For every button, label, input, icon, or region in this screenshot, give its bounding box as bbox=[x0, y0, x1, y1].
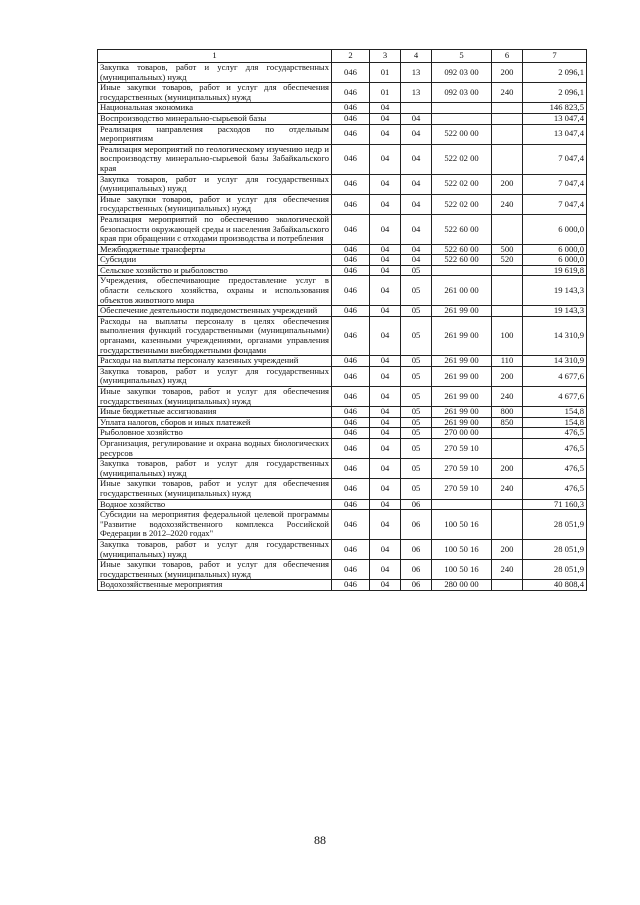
table-row bbox=[98, 539, 587, 559]
section-code-cell: 04 bbox=[370, 539, 401, 559]
section-code-cell: 04 bbox=[370, 144, 401, 174]
page-number: 88 bbox=[314, 833, 326, 847]
item-name-cell: Закупка товаров, работ и услуг для государственных (муниципальных) нужд bbox=[98, 366, 332, 386]
expense-type-cell bbox=[492, 510, 523, 540]
target-article-cell: 270 59 10 bbox=[432, 438, 492, 458]
amount-cell: 154,8 bbox=[523, 407, 587, 418]
subsection-code-cell: 05 bbox=[401, 438, 432, 458]
ministry-code-cell: 046 bbox=[332, 499, 370, 510]
item-name-cell: Национальная экономика bbox=[98, 103, 332, 114]
expense-type-cell: 240 bbox=[492, 194, 523, 214]
amount-cell: 14 310,9 bbox=[523, 316, 587, 355]
expense-type-cell: 200 bbox=[492, 459, 523, 479]
expense-type-cell bbox=[492, 214, 523, 244]
target-article-cell: 522 02 00 bbox=[432, 144, 492, 174]
target-article-cell: 261 99 00 bbox=[432, 366, 492, 386]
ministry-code-cell: 046 bbox=[332, 174, 370, 194]
section-code-cell: 04 bbox=[370, 174, 401, 194]
ministry-code-cell: 046 bbox=[332, 417, 370, 428]
item-name-cell: Организация, регулирование и охрана водных биологических ресурсов bbox=[98, 438, 332, 458]
ministry-code-cell: 046 bbox=[332, 459, 370, 479]
target-article-cell: 261 99 00 bbox=[432, 306, 492, 317]
ministry-code-cell: 046 bbox=[332, 144, 370, 174]
expense-type-cell: 110 bbox=[492, 356, 523, 367]
section-code-cell: 04 bbox=[370, 356, 401, 367]
table-row bbox=[98, 316, 587, 355]
table-row bbox=[98, 560, 587, 580]
subsection-code-cell: 05 bbox=[401, 366, 432, 386]
table-row bbox=[98, 306, 587, 317]
amount-cell: 19 143,3 bbox=[523, 306, 587, 317]
item-name-cell: Иные закупки товаров, работ и услуг для обеспечения государственных (муниципальных) нужд bbox=[98, 560, 332, 580]
section-code-cell: 04 bbox=[370, 438, 401, 458]
target-article-cell: 270 00 00 bbox=[432, 428, 492, 439]
section-code-cell: 04 bbox=[370, 103, 401, 114]
subsection-code-cell: 04 bbox=[401, 124, 432, 144]
item-name-cell: Иные бюджетные ассигнования bbox=[98, 407, 332, 418]
header-col-2: 2 bbox=[332, 50, 370, 63]
item-name-cell: Реализация направления расходов по отдельным мероприятиям bbox=[98, 124, 332, 144]
table-row bbox=[98, 366, 587, 386]
table-row bbox=[98, 194, 587, 214]
table-row bbox=[98, 459, 587, 479]
expense-type-cell bbox=[492, 306, 523, 317]
table-row bbox=[98, 438, 587, 458]
amount-cell: 7 047,4 bbox=[523, 144, 587, 174]
amount-cell: 28 051,9 bbox=[523, 560, 587, 580]
expense-type-cell: 500 bbox=[492, 244, 523, 255]
expense-type-cell: 200 bbox=[492, 174, 523, 194]
expense-type-cell bbox=[492, 265, 523, 276]
table-row bbox=[98, 255, 587, 266]
target-article-cell: 522 60 00 bbox=[432, 214, 492, 244]
table-row bbox=[98, 276, 587, 306]
target-article-cell: 270 59 10 bbox=[432, 459, 492, 479]
target-article-cell: 100 50 16 bbox=[432, 539, 492, 559]
amount-cell: 14 310,9 bbox=[523, 356, 587, 367]
table-row bbox=[98, 407, 587, 418]
target-article-cell bbox=[432, 113, 492, 124]
amount-cell: 2 096,1 bbox=[523, 83, 587, 103]
table-row bbox=[98, 103, 587, 114]
ministry-code-cell: 046 bbox=[332, 244, 370, 255]
item-name-cell: Расходы на выплаты персоналу казенных учреждений bbox=[98, 356, 332, 367]
subsection-code-cell: 06 bbox=[401, 499, 432, 510]
table-row bbox=[98, 580, 587, 591]
target-article-cell: 100 50 16 bbox=[432, 560, 492, 580]
target-article-cell bbox=[432, 103, 492, 114]
expense-type-cell bbox=[492, 276, 523, 306]
header-col-1: 1 bbox=[98, 50, 332, 63]
subsection-code-cell: 05 bbox=[401, 316, 432, 355]
item-name-cell: Реализация мероприятий по обеспечению экологической безопасности окружающей среды и населения Забайкальского края при обращении с отходами производства и потребления bbox=[98, 214, 332, 244]
expense-type-cell bbox=[492, 124, 523, 144]
amount-cell: 154,8 bbox=[523, 417, 587, 428]
subsection-code-cell: 04 bbox=[401, 244, 432, 255]
subsection-code-cell: 04 bbox=[401, 144, 432, 174]
item-name-cell: Иные закупки товаров, работ и услуг для обеспечения государственных (муниципальных) нужд bbox=[98, 194, 332, 214]
target-article-cell: 522 00 00 bbox=[432, 124, 492, 144]
item-name-cell: Рыболовное хозяйство bbox=[98, 428, 332, 439]
target-article-cell: 261 99 00 bbox=[432, 387, 492, 407]
item-name-cell: Воспроизводство минерально-сырьевой базы bbox=[98, 113, 332, 124]
subsection-code-cell: 05 bbox=[401, 356, 432, 367]
target-article-cell: 092 03 00 bbox=[432, 63, 492, 83]
item-name-cell: Обеспечение деятельности подведомственных учреждений bbox=[98, 306, 332, 317]
ministry-code-cell: 046 bbox=[332, 366, 370, 386]
ministry-code-cell: 046 bbox=[332, 276, 370, 306]
item-name-cell: Реализация мероприятий по геологическому изучению недр и воспроизводству минерально-сырьевой базы Забайкальского края bbox=[98, 144, 332, 174]
table-row bbox=[98, 63, 587, 83]
item-name-cell: Уплата налогов, сборов и иных платежей bbox=[98, 417, 332, 428]
section-code-cell: 04 bbox=[370, 265, 401, 276]
target-article-cell: 280 00 00 bbox=[432, 580, 492, 591]
amount-cell: 13 047,4 bbox=[523, 113, 587, 124]
ministry-code-cell: 046 bbox=[332, 113, 370, 124]
header-col-5: 5 bbox=[432, 50, 492, 63]
ministry-code-cell: 046 bbox=[332, 124, 370, 144]
target-article-cell: 522 60 00 bbox=[432, 255, 492, 266]
subsection-code-cell: 04 bbox=[401, 255, 432, 266]
expense-type-cell: 850 bbox=[492, 417, 523, 428]
subsection-code-cell: 05 bbox=[401, 276, 432, 306]
header-col-7: 7 bbox=[523, 50, 587, 63]
item-name-cell: Закупка товаров, работ и услуг для государственных (муниципальных) нужд bbox=[98, 63, 332, 83]
subsection-code-cell: 04 bbox=[401, 214, 432, 244]
ministry-code-cell: 046 bbox=[332, 428, 370, 439]
ministry-code-cell: 046 bbox=[332, 255, 370, 266]
amount-cell: 4 677,6 bbox=[523, 366, 587, 386]
ministry-code-cell: 046 bbox=[332, 510, 370, 540]
expense-type-cell: 240 bbox=[492, 560, 523, 580]
ministry-code-cell: 046 bbox=[332, 103, 370, 114]
target-article-cell bbox=[432, 499, 492, 510]
ministry-code-cell: 046 bbox=[332, 356, 370, 367]
subsection-code-cell: 04 bbox=[401, 194, 432, 214]
section-code-cell: 04 bbox=[370, 387, 401, 407]
ministry-code-cell: 046 bbox=[332, 214, 370, 244]
section-code-cell: 04 bbox=[370, 479, 401, 499]
table-row bbox=[98, 417, 587, 428]
ministry-code-cell: 046 bbox=[332, 63, 370, 83]
subsection-code-cell: 05 bbox=[401, 407, 432, 418]
section-code-cell: 04 bbox=[370, 316, 401, 355]
amount-cell: 4 677,6 bbox=[523, 387, 587, 407]
ministry-code-cell: 046 bbox=[332, 560, 370, 580]
table-row bbox=[98, 244, 587, 255]
ministry-code-cell: 046 bbox=[332, 316, 370, 355]
expense-type-cell bbox=[492, 499, 523, 510]
amount-cell: 28 051,9 bbox=[523, 510, 587, 540]
target-article-cell bbox=[432, 265, 492, 276]
subsection-code-cell: 05 bbox=[401, 387, 432, 407]
item-name-cell: Учреждения, обеспечивающие предоставление услуг в области сельского хозяйства, охраны и использования объектов животного мира bbox=[98, 276, 332, 306]
target-article-cell: 522 02 00 bbox=[432, 174, 492, 194]
item-name-cell: Водное хозяйство bbox=[98, 499, 332, 510]
amount-cell: 476,5 bbox=[523, 428, 587, 439]
amount-cell: 476,5 bbox=[523, 459, 587, 479]
expense-type-cell bbox=[492, 144, 523, 174]
subsection-code-cell: 06 bbox=[401, 560, 432, 580]
table-row bbox=[98, 265, 587, 276]
expense-type-cell: 800 bbox=[492, 407, 523, 418]
expense-type-cell: 520 bbox=[492, 255, 523, 266]
subsection-code-cell: 13 bbox=[401, 63, 432, 83]
table-row bbox=[98, 387, 587, 407]
subsection-code-cell bbox=[401, 103, 432, 114]
ministry-code-cell: 046 bbox=[332, 194, 370, 214]
amount-cell: 6 000,0 bbox=[523, 214, 587, 244]
expense-type-cell bbox=[492, 103, 523, 114]
expense-type-cell bbox=[492, 428, 523, 439]
section-code-cell: 01 bbox=[370, 83, 401, 103]
target-article-cell: 100 50 16 bbox=[432, 510, 492, 540]
target-article-cell: 092 03 00 bbox=[432, 83, 492, 103]
section-code-cell: 04 bbox=[370, 366, 401, 386]
header-col-3: 3 bbox=[370, 50, 401, 63]
section-code-cell: 04 bbox=[370, 580, 401, 591]
item-name-cell: Иные закупки товаров, работ и услуг для обеспечения государственных (муниципальных) нужд bbox=[98, 387, 332, 407]
expense-type-cell bbox=[492, 580, 523, 591]
subsection-code-cell: 05 bbox=[401, 428, 432, 439]
item-name-cell: Сельское хозяйство и рыболовство bbox=[98, 265, 332, 276]
target-article-cell: 261 99 00 bbox=[432, 407, 492, 418]
expense-type-cell: 240 bbox=[492, 83, 523, 103]
section-code-cell: 01 bbox=[370, 63, 401, 83]
section-code-cell: 04 bbox=[370, 194, 401, 214]
target-article-cell: 261 99 00 bbox=[432, 316, 492, 355]
expense-type-cell: 200 bbox=[492, 63, 523, 83]
table-row bbox=[98, 428, 587, 439]
ministry-code-cell: 046 bbox=[332, 407, 370, 418]
amount-cell: 6 000,0 bbox=[523, 255, 587, 266]
item-name-cell: Водохозяйственные мероприятия bbox=[98, 580, 332, 591]
target-article-cell: 270 59 10 bbox=[432, 479, 492, 499]
section-code-cell: 04 bbox=[370, 113, 401, 124]
amount-cell: 13 047,4 bbox=[523, 124, 587, 144]
table-row bbox=[98, 124, 587, 144]
ministry-code-cell: 046 bbox=[332, 265, 370, 276]
amount-cell: 7 047,4 bbox=[523, 194, 587, 214]
table-row bbox=[98, 113, 587, 124]
table-header-row bbox=[98, 50, 587, 63]
ministry-code-cell: 046 bbox=[332, 306, 370, 317]
subsection-code-cell: 05 bbox=[401, 417, 432, 428]
section-code-cell: 04 bbox=[370, 428, 401, 439]
ministry-code-cell: 046 bbox=[332, 580, 370, 591]
section-code-cell: 04 bbox=[370, 560, 401, 580]
subsection-code-cell: 05 bbox=[401, 459, 432, 479]
section-code-cell: 04 bbox=[370, 255, 401, 266]
amount-cell: 19 619,8 bbox=[523, 265, 587, 276]
ministry-code-cell: 046 bbox=[332, 387, 370, 407]
header-col-6: 6 bbox=[492, 50, 523, 63]
amount-cell: 476,5 bbox=[523, 438, 587, 458]
table-body bbox=[98, 50, 587, 591]
section-code-cell: 04 bbox=[370, 510, 401, 540]
table-row bbox=[98, 356, 587, 367]
item-name-cell: Расходы на выплаты персоналу в целях обеспечения выполнения функций государственными (муниципальными) органами, казенными учреждениями, органами управления государственными внебюджетными фондами bbox=[98, 316, 332, 355]
amount-cell: 71 160,3 bbox=[523, 499, 587, 510]
item-name-cell: Иные закупки товаров, работ и услуг для обеспечения государственных (муниципальных) нужд bbox=[98, 83, 332, 103]
item-name-cell: Закупка товаров, работ и услуг для государственных (муниципальных) нужд bbox=[98, 174, 332, 194]
item-name-cell: Субсидии на мероприятия федеральной целевой программы "Развитие водохозяйственного комплекса Российской Федерации в 2012–2020 годах" bbox=[98, 510, 332, 540]
amount-cell: 6 000,0 bbox=[523, 244, 587, 255]
header-col-4: 4 bbox=[401, 50, 432, 63]
table-row bbox=[98, 214, 587, 244]
expense-type-cell: 200 bbox=[492, 539, 523, 559]
target-article-cell: 522 60 00 bbox=[432, 244, 492, 255]
amount-cell: 2 096,1 bbox=[523, 63, 587, 83]
subsection-code-cell: 06 bbox=[401, 510, 432, 540]
expense-type-cell bbox=[492, 113, 523, 124]
target-article-cell: 261 99 00 bbox=[432, 356, 492, 367]
subsection-code-cell: 05 bbox=[401, 265, 432, 276]
item-name-cell: Закупка товаров, работ и услуг для государственных (муниципальных) нужд bbox=[98, 459, 332, 479]
budget-table bbox=[97, 49, 587, 591]
section-code-cell: 04 bbox=[370, 124, 401, 144]
amount-cell: 7 047,4 bbox=[523, 174, 587, 194]
subsection-code-cell: 06 bbox=[401, 580, 432, 591]
item-name-cell: Закупка товаров, работ и услуг для государственных (муниципальных) нужд bbox=[98, 539, 332, 559]
subsection-code-cell: 06 bbox=[401, 539, 432, 559]
expense-type-cell: 200 bbox=[492, 366, 523, 386]
target-article-cell: 522 02 00 bbox=[432, 194, 492, 214]
amount-cell: 19 143,3 bbox=[523, 276, 587, 306]
item-name-cell: Субсидии bbox=[98, 255, 332, 266]
ministry-code-cell: 046 bbox=[332, 438, 370, 458]
table-row bbox=[98, 479, 587, 499]
section-code-cell: 04 bbox=[370, 417, 401, 428]
expense-type-cell bbox=[492, 438, 523, 458]
expense-type-cell: 100 bbox=[492, 316, 523, 355]
subsection-code-cell: 05 bbox=[401, 306, 432, 317]
target-article-cell: 261 99 00 bbox=[432, 417, 492, 428]
amount-cell: 40 808,4 bbox=[523, 580, 587, 591]
table-row bbox=[98, 510, 587, 540]
expense-type-cell: 240 bbox=[492, 479, 523, 499]
subsection-code-cell: 04 bbox=[401, 174, 432, 194]
ministry-code-cell: 046 bbox=[332, 83, 370, 103]
amount-cell: 28 051,9 bbox=[523, 539, 587, 559]
section-code-cell: 04 bbox=[370, 214, 401, 244]
section-code-cell: 04 bbox=[370, 306, 401, 317]
subsection-code-cell: 04 bbox=[401, 113, 432, 124]
item-name-cell: Иные закупки товаров, работ и услуг для обеспечения государственных (муниципальных) нужд bbox=[98, 479, 332, 499]
target-article-cell: 261 00 00 bbox=[432, 276, 492, 306]
section-code-cell: 04 bbox=[370, 499, 401, 510]
section-code-cell: 04 bbox=[370, 244, 401, 255]
expense-type-cell: 240 bbox=[492, 387, 523, 407]
subsection-code-cell: 05 bbox=[401, 479, 432, 499]
section-code-cell: 04 bbox=[370, 459, 401, 479]
amount-cell: 146 823,5 bbox=[523, 103, 587, 114]
table-row bbox=[98, 499, 587, 510]
table-row bbox=[98, 174, 587, 194]
ministry-code-cell: 046 bbox=[332, 479, 370, 499]
table-row bbox=[98, 83, 587, 103]
item-name-cell: Межбюджетные трансферты bbox=[98, 244, 332, 255]
section-code-cell: 04 bbox=[370, 276, 401, 306]
amount-cell: 476,5 bbox=[523, 479, 587, 499]
subsection-code-cell: 13 bbox=[401, 83, 432, 103]
table-row bbox=[98, 144, 587, 174]
ministry-code-cell: 046 bbox=[332, 539, 370, 559]
section-code-cell: 04 bbox=[370, 407, 401, 418]
